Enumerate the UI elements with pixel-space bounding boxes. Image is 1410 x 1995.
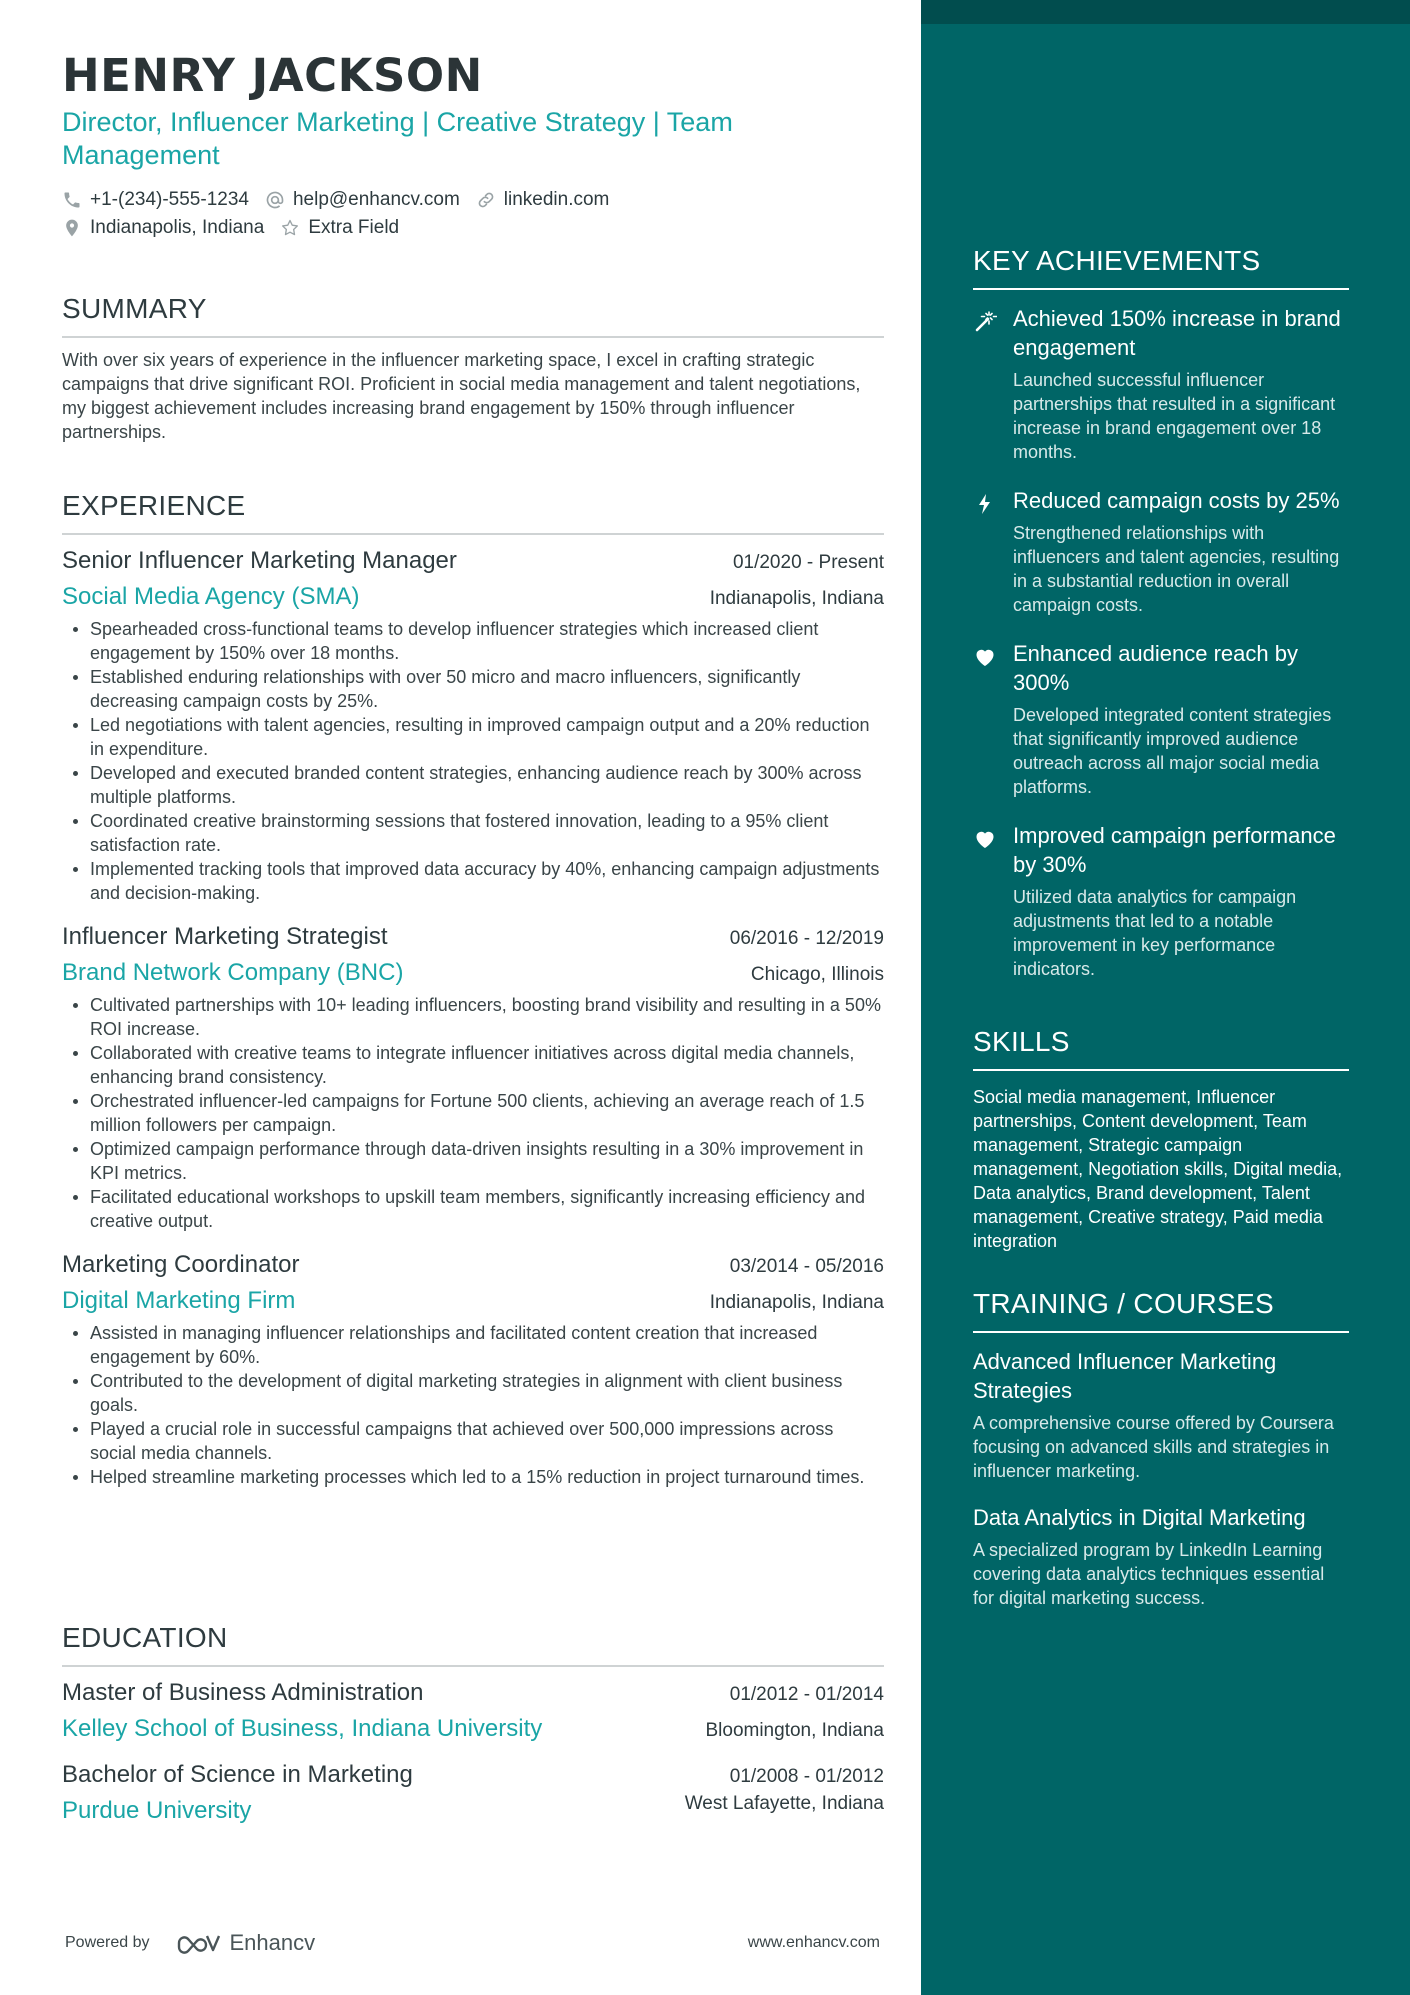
edu-location: West Lafayette, Indiana	[684, 1793, 884, 1814]
achievement-body	[1013, 821, 1349, 981]
achievements-section	[973, 244, 1349, 981]
summary-text: With over six years of experience in the influencer marketing space, I excel in crafting strategic campaigns that drive significant ROI. Proficient in social media management and talent negotiations, my biggest achievement includes increasing brand engagement by 150% through influencer partnerships.	[62, 350, 861, 442]
course-item	[973, 1347, 1349, 1483]
degree-name: Master of Business Administration	[62, 1679, 424, 1706]
contact-linkedin[interactable]	[476, 189, 610, 211]
experience-section	[62, 489, 884, 1489]
achievement-desc: Utilized data analytics for campaign adjustments that led to a notable improvement in key performance indicators.	[1013, 887, 1297, 979]
email-text: help@enhancv.com	[292, 189, 460, 210]
achievement-icon-wrap	[973, 304, 1013, 464]
course-desc: A specialized program by LinkedIn Learning covering data analytics techniques essential for digital marketing success.	[973, 1540, 1325, 1608]
achievement-title: Improved campaign performance by 30%	[1013, 823, 1336, 877]
education-title: EDUCATION	[62, 1621, 884, 1667]
achievement-body	[1013, 486, 1349, 617]
bullet-item: Facilitated educational workshops to upskill team members, significantly increasing efficiency and creative output.	[62, 1185, 884, 1233]
bullet-item: Played a crucial role in successful campaigns that achieved over 500,000 impressions across social media channels.	[62, 1417, 884, 1465]
bullet-item: Established enduring relationships with over 50 micro and macro influencers, significantly decreasing campaign costs by 25%.	[62, 665, 884, 713]
job-entry	[62, 545, 884, 905]
job-date: 06/2016 - 12/2019	[729, 928, 884, 949]
bullet-item: Assisted in managing influencer relationships and facilitated content creation that increased engagement by 60%.	[62, 1321, 884, 1369]
company-name: Brand Network Company (BNC)	[62, 959, 404, 986]
bullet-item: Collaborated with creative teams to integrate influencer initiatives across digital media channels, enhancing brand consistency.	[62, 1041, 884, 1089]
brand-logo[interactable]	[176, 1930, 316, 1956]
degree-name: Bachelor of Science in Marketing	[62, 1761, 413, 1788]
candidate-headline: Director, Influencer Marketing | Creative Strategy | Team Management	[62, 107, 733, 170]
training-section	[973, 1287, 1349, 1610]
summary-section	[62, 292, 884, 444]
footer-left	[65, 1930, 315, 1956]
job-subheader	[62, 1281, 884, 1317]
sidebar-content	[973, 244, 1349, 1610]
job-location: Indianapolis, Indiana	[709, 588, 884, 609]
skills-title: SKILLS	[973, 1025, 1349, 1071]
job-entry	[62, 1249, 884, 1489]
job-title: Influencer Marketing Strategist	[62, 923, 388, 950]
edu-subheader	[62, 1709, 884, 1745]
contact-email[interactable]	[265, 189, 460, 211]
bullet-item: Developed and executed branded content strategies, enhancing audience reach by 300% across multiple platforms.	[62, 761, 884, 809]
job-location: Chicago, Illinois	[750, 964, 884, 985]
achievement-body	[1013, 639, 1349, 799]
footer	[65, 1930, 880, 1956]
achievement-title: Achieved 150% increase in brand engagement	[1013, 306, 1341, 360]
job-header	[62, 921, 884, 953]
training-title: TRAINING / COURSES	[973, 1287, 1349, 1333]
bullet-item: Optimized campaign performance through data-driven insights resulting in a 30% improvement in KPI metrics.	[62, 1137, 884, 1185]
achievement-item	[973, 821, 1349, 981]
achievement-item	[973, 486, 1349, 617]
achievement-desc: Developed integrated content strategies that significantly improved audience outreach across all major social media platforms.	[1013, 705, 1332, 797]
edu-subheader	[62, 1791, 884, 1827]
star-icon	[280, 218, 300, 238]
linkedin-text: linkedin.com	[503, 189, 610, 210]
location-text: Indianapolis, Indiana	[90, 217, 265, 238]
job-bullets	[62, 617, 884, 905]
achievement-icon-wrap	[973, 639, 1013, 799]
education-entry	[62, 1677, 884, 1745]
job-bullets	[62, 993, 884, 1233]
bullet-item: Orchestrated influencer-led campaigns for Fortune 500 clients, achieving an average reach of 1.5 million followers per campaign.	[62, 1089, 884, 1137]
website-link[interactable]: www.enhancv.com	[747, 1934, 880, 1951]
bullet-item: Cultivated partnerships with 10+ leading influencers, boosting brand visibility and resulting in a 50% ROI increase.	[62, 993, 884, 1041]
course-item	[973, 1503, 1349, 1610]
heart-icon	[973, 645, 997, 669]
job-header	[62, 545, 884, 577]
bullet-item: Contributed to the development of digital marketing strategies in alignment with client business goals.	[62, 1369, 884, 1417]
achievement-item	[973, 304, 1349, 464]
course-title: Data Analytics in Digital Marketing	[973, 1505, 1306, 1530]
achievement-desc: Launched successful influencer partnerships that resulted in a significant increase in brand engagement over 18 months.	[1013, 370, 1336, 462]
achievements-title: KEY ACHIEVEMENTS	[973, 244, 1349, 290]
heart-icon	[973, 827, 997, 851]
sidebar	[921, 0, 1410, 1995]
contact-info	[62, 186, 884, 242]
school-name: Kelley School of Business, Indiana University	[62, 1715, 543, 1742]
achievement-title: Enhanced audience reach by 300%	[1013, 641, 1298, 695]
experience-title: EXPERIENCE	[62, 489, 884, 535]
main-content	[62, 48, 884, 1824]
job-title: Senior Influencer Marketing Manager	[62, 547, 457, 574]
edu-date: 01/2012 - 01/2014	[729, 1684, 884, 1705]
education-entry	[62, 1759, 884, 1827]
job-entry	[62, 921, 884, 1233]
job-subheader	[62, 577, 884, 613]
achievement-item	[973, 639, 1349, 799]
extra-field-text: Extra Field	[308, 217, 400, 238]
achievement-icon-wrap	[973, 486, 1013, 617]
contact-extra	[280, 217, 399, 239]
school-name: Purdue University	[62, 1797, 252, 1824]
achievement-icon-wrap	[973, 821, 1013, 981]
bullet-item: Spearheaded cross-functional teams to develop influencer strategies which increased client engagement by 150% over 18 months.	[62, 617, 884, 665]
contact-row	[62, 214, 884, 242]
company-name: Digital Marketing Firm	[62, 1287, 296, 1314]
job-date: 03/2014 - 05/2016	[729, 1256, 884, 1277]
bullet-item: Led negotiations with talent agencies, resulting in improved campaign output and a 20% reduction in expenditure.	[62, 713, 884, 761]
edu-location: Bloomington, Indiana	[705, 1720, 884, 1741]
job-bullets	[62, 1321, 884, 1489]
lightning-bolt-icon	[973, 492, 997, 516]
job-header	[62, 1249, 884, 1281]
candidate-name: HENRY JACKSON	[62, 49, 483, 102]
achievement-title: Reduced campaign costs by 25%	[1013, 488, 1340, 513]
at-icon	[265, 190, 285, 210]
powered-by-text: Powered by	[65, 1934, 150, 1951]
edu-date: 01/2008 - 01/2012	[729, 1766, 884, 1787]
phone-icon	[62, 190, 82, 210]
bullet-item: Helped streamline marketing processes which led to a 15% reduction in project turnaround times.	[62, 1465, 884, 1489]
contact-location	[62, 217, 264, 239]
contact-row	[62, 186, 884, 214]
summary-title: SUMMARY	[62, 292, 884, 338]
edu-header	[62, 1759, 884, 1791]
brand-name: Enhancv	[229, 1930, 316, 1955]
course-desc: A comprehensive course offered by Coursera focusing on advanced skills and strategies in influencer marketing.	[973, 1413, 1334, 1481]
skills-section	[973, 1025, 1349, 1253]
bullet-item: Coordinated creative brainstorming sessions that fostered innovation, leading to a 95% client satisfaction rate.	[62, 809, 884, 857]
enhancv-logo-icon	[176, 1931, 222, 1955]
link-icon	[476, 190, 496, 210]
course-title: Advanced Influencer Marketing Strategies	[973, 1349, 1277, 1403]
phone-text: +1-(234)-555-1234	[90, 189, 249, 210]
achievement-desc: Strengthened relationships with influencers and talent agencies, resulting in a substantial reduction in overall campaign costs.	[1013, 523, 1340, 615]
education-section	[62, 1621, 884, 1827]
company-name: Social Media Agency (SMA)	[62, 583, 360, 610]
location-pin-icon	[62, 218, 82, 238]
bullet-item: Implemented tracking tools that improved data accuracy by 40%, enhancing campaign adjustments and decision-making.	[62, 857, 884, 905]
contact-phone[interactable]	[62, 189, 249, 211]
edu-header	[62, 1677, 884, 1709]
achievement-body	[1013, 304, 1349, 464]
skills-text: Social media management, Influencer partnerships, Content development, Team management, Strategic campaign management, Negotiation skills, Digital media, Data analytics, Brand development, Talent management, Creative strategy, Paid media integration	[973, 1087, 1343, 1251]
job-title: Marketing Coordinator	[62, 1251, 300, 1278]
sidebar-top-band	[921, 0, 1410, 24]
job-subheader	[62, 953, 884, 989]
job-date: 01/2020 - Present	[732, 552, 884, 573]
magic-wand-icon	[973, 310, 997, 334]
job-location: Indianapolis, Indiana	[709, 1292, 884, 1313]
